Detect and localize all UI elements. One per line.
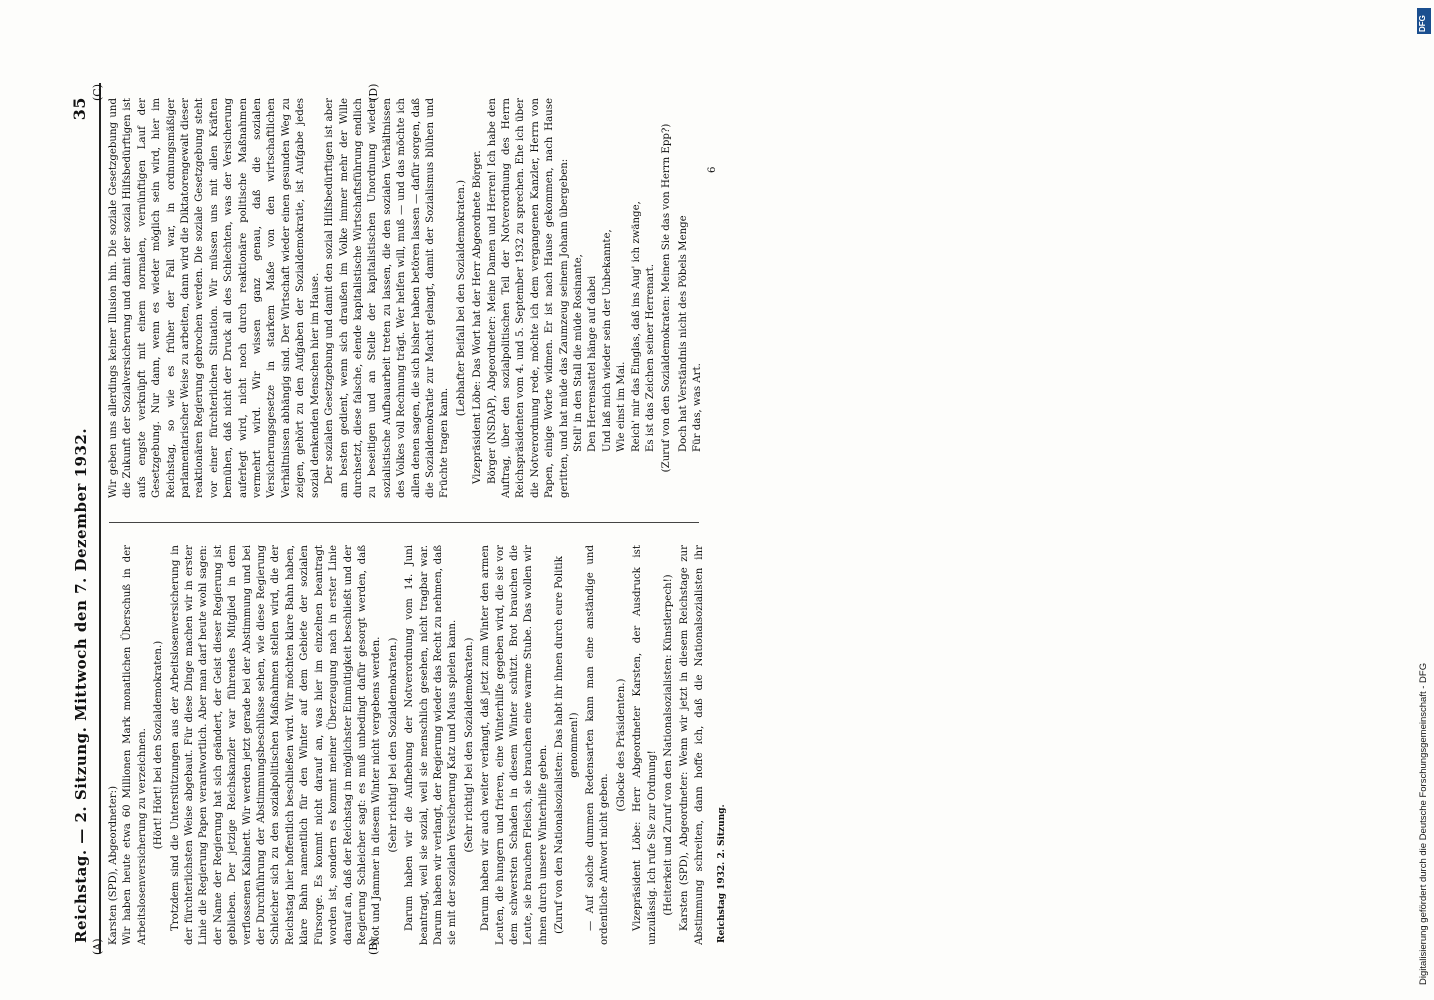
column2-paragraph: Und laß mich wieder sein der Unbekannte, (601, 229, 613, 452)
page-number: 35 (70, 97, 89, 121)
credit-text: Digitalisierung gefördert durch die Deutsche Forschungsgemeinschaft - DFG (1418, 662, 1429, 985)
rotated-document-page (67, 83, 742, 953)
column2-paragraph: (Lebhafter Beifall bei den Sozialdemokraten.) (455, 179, 467, 417)
column1-paragraph: (Heiterkeit und Zuruf von den Nationalsozialisten: Künstlerpech!) (663, 574, 675, 916)
column2-paragraph (706, 98, 707, 498)
column2-paragraph: Doch hat Verständnis nicht des Pöbels Menge (677, 215, 689, 452)
column2-paragraph: Stell' in den Stall die müde Rosinante, (573, 254, 584, 452)
margin-mark-a: (A) (91, 938, 104, 955)
column1-paragraph: Karsten (SPD), Abgeordneter: Wenn wir jetzt in diesem Reichstage zur Abstimmung schreiten, dann hoffe ich, daß die Nationalsozialisten ihr (679, 545, 705, 945)
column1-paragraph: Trotzdem sind die Unterstützungen aus der Arbeitslosenversicherung in der fürchterlichsten Weise abgebaut. Für diese Dinge machen wir in erster Linie die Regierung Papen verantwortlich. Aber man darf heute wohl sagen: der Name der Regierung hat sich geändert, der Geist dieser Regierung ist geblieben. Der jetzige Reichskanzler war führendes Mitglied in dem verflossenen Kabinett. Wir werden jetzt gerade bei der Abstimmung und bei der Durchführung der Abstimmungsbeschlüsse sehen, wie diese Regierung Schleicher sich zu den sozialpolitischen Maßnahmen stellen wird, die der Reichstag hier hoffentlich beschließen wird. Wir möchten klare Bahn haben, klare Bahn namentlich für den Winter auf dem Gebiete der sozialen Fürsorge. Es kommt nicht darauf an, was hier im einzelnen beantragt worden ist, sondern es kommt meiner Überzeugung nach in erster Linie darauf an, daß der Reichstag in möglichster Einmütigkeit beschließt und der Regierung Schleicher sagt: es muß unbedingt dafür gesorgt werden, daß Not und Jammer in diesem Winter nicht vergebens werden. (169, 545, 383, 945)
digitization-credit (1398, 5, 1432, 995)
sheet-number: 6 (707, 166, 718, 173)
column1-paragraph: (Sehr richtig! bei den Sozialdemokraten.) (463, 637, 475, 853)
header-title: Reichstag. — 2. Sitzung. Mittwoch den 7. Dezember 1932. (72, 427, 90, 943)
dfg-logo-text: DFG (1418, 15, 1427, 32)
column1-paragraph: Darum haben wir die Aufhebung der Notverordnung vom 14. Juni beantragt, weil sie sozial, weil sie menschlich gesehen, nicht tragbar war. Darum haben wir verlangt, der Regierung wieder das Recht zu nehmen, daß sie mit der sozialen Versicherung Katz und Maus spielen kann. (404, 545, 459, 945)
header-rule (99, 83, 101, 953)
column-left (107, 545, 707, 945)
column1-paragraph: (Zuruf von den Nationalsozialisten: Das habt ihr ihnen durch eure Politik genommen!) (554, 556, 580, 934)
column2-paragraph: Börger (NSDAP), Abgeordneter: Meine Damen und Herren! Ich habe den Auftrag, über den sozialpolitischen Teil der Notverordnung des Herrn Reichspräsidenten vom 4. und 5. September 1932 zu sprechen. Ehe ich über die Notverordnung rede, möchte ich dem vergangenen Kanzler, Herrn von Papen, einige Worte widmen. Er ist nach Hause gekommen, nach Hause geritten, und hat müde das Zaumzeug seinem Johann übergeben: (486, 98, 570, 498)
margin-mark-c: (C) (91, 84, 104, 101)
column-right (107, 98, 707, 498)
column1-paragraph: Vizepräsident Löbe: Herr Abgeordneter Karsten, der Ausdruck ist unzulässig. Ich rufe Sie zur Ordnung! (632, 545, 658, 945)
column2-paragraph: Es ist das Zeichen seiner Herrenart. (645, 264, 657, 452)
page-header (67, 83, 97, 953)
footer-text: Reichstag 1932. 2. Sitzung. (717, 804, 727, 943)
column2-paragraph: Der sozialen Gesetzgebung und damit den sozial Hilfsbedürftigen ist aber am besten gedient, wenn sich draußen im Volke immer mehr der Wille durchsetzt, diese falsche, elende kapitalistische Wirtschaftsführung endlich zu beseitigen und an Stelle der kapitalistischen Unordnung wieder sozialistische Aufbauarbeit treten zu lassen, die den sozialen Verhältnissen des Volkes voll Rechnung trägt. Wer helfen will, muß — und das möchte ich allen denen sagen, die sich bisher haben betören lassen — dafür sorgen, daß die Sozialdemokratie zur Macht gelangt, damit der Sozialismus blühen und Früchte tragen kann. (324, 98, 451, 498)
column2-paragraph: (Zuruf von den Sozialdemokraten: Meinen Sie das von Herrn Epp?) (661, 123, 673, 473)
column1-paragraph: (Glocke des Präsidenten.) (615, 678, 627, 812)
column1-paragraph: Wir haben heute etwa 60 Millionen Mark monatlichen Überschuß in der Arbeitslosenversicherung zu verzeichnen. (122, 545, 148, 945)
dfg-logo (1417, 8, 1431, 34)
column2-paragraph: Wir geben uns allerdings keiner Illusion hin. Die soziale Gesetzgebung und die Zukunft der Sozialversicherung und damit der sozial Hilfsbedürftigen ist aufs engste verknüpft mit einem normalen, vernünftigen Lauf der Gesetzgebung. Nur dann, wenn es wieder möglich sein wird, hier im Reichstag, so wie es früher der Fall war, in ordnungsmäßiger parlamentarischer Weise zu arbeiten, dann wird die Diktatorengewalt dieser reaktionären Regierung gebrochen werden. Die soziale Gesetzgebung steht vor einer fürchterlichen Situation. Wir müssen uns mit allen Kräften bemühen, daß nicht der Druck all des Schlechten, was der Versicherung auferlegt wird, nicht noch durch reaktionäre politische Maßnahmen vermehrt wird. Wir wissen ganz genau, daß die sozialen Versicherungsgesetze in starkem Maße von den wirtschaftlichen Verhältnissen abhängig sind. Der Wirtschaft wieder einen gesunden Weg zu zeigen, gehört zu den Aufgaben der Sozialdemokratie, ist Aufgabe jedes sozial denkenden Menschen hier im Hause. (108, 98, 321, 498)
column1-paragraph: Darum haben wir auch weiter verlangt, daß jetzt zum Winter den armen Leuten, die hungern und frieren, eine Winterhilfe gegeben wird, die sie vor dem schwersten Schaden in diesem Winter schützt. Brot brauchen die Leute, sie brauchen Fleisch, sie brauchen eine warme Stube. Das wollen wir ihnen durch unsere Winterhilfe geben. (480, 545, 549, 945)
column2-paragraph: Den Herrensattel hänge auf dabei (587, 275, 599, 452)
column2-paragraph: Reich' mir das Einglas, daß ins Aug' ich zwänge, (630, 201, 642, 452)
column2-paragraph: Für das, was Art. (692, 363, 704, 452)
column1-paragraph: (Hört! Hört! bei den Sozialdemokraten.) (153, 640, 165, 850)
column1-paragraph: (Sehr richtig! bei den Sozialdemokraten.) (387, 637, 399, 853)
column2-paragraph: Vizepräsident Löbe: Das Wort hat der Herr Abgeordnete Börger. (472, 150, 484, 484)
margin-mark-d: (D) (367, 83, 380, 101)
column-divider (109, 522, 699, 523)
column2-paragraph: Wie einst im Mai. (616, 361, 628, 452)
margin-mark-b: (B) (367, 938, 380, 955)
column1-paragraph: Karsten (SPD), Abgeordneter:) (108, 785, 119, 945)
column1-paragraph: — Auf solche dummen Redensarten kann man eine anständige und ordentliche Antwort nicht geben. (585, 545, 611, 945)
